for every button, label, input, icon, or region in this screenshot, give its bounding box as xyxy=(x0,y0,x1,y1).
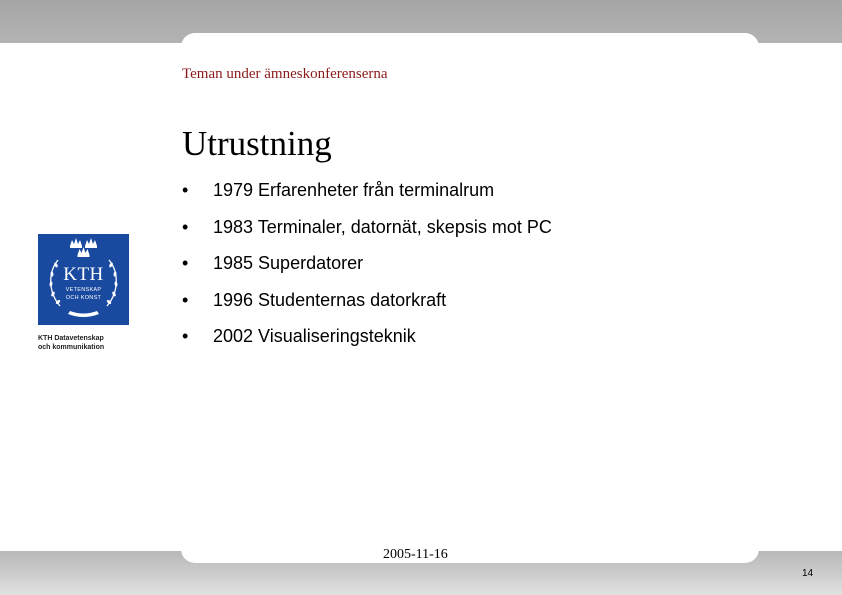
page-number: 14 xyxy=(802,568,814,579)
bullet-text: 1985 Superdatorer xyxy=(213,253,364,273)
bullet-text: 2002 Visualiseringsteknik xyxy=(213,326,416,346)
slide-title: Utrustning xyxy=(182,124,332,163)
bullet-symbol: • xyxy=(182,326,189,346)
logo-caption xyxy=(38,334,158,352)
bullet-text: 1979 Erfarenheter från terminalrum xyxy=(213,180,495,200)
bullet-text: 1996 Studenternas datorkraft xyxy=(213,289,447,310)
bullet-symbol: • xyxy=(182,289,189,310)
logo-line2: OCH KONST xyxy=(65,295,102,301)
logo-caption-line1: KTH Datavetenskap xyxy=(38,335,104,342)
bullet-text: 1983 Terminaler, datornät, skepsis mot PC xyxy=(213,216,552,237)
footer-date: 2005-11-16 xyxy=(383,547,448,562)
slide-subtitle: Teman under ämneskonferenserna xyxy=(182,66,388,82)
logo-name: KTH xyxy=(63,264,104,285)
logo-caption-line2: och kommunikation xyxy=(38,344,105,351)
kth-logo xyxy=(38,234,129,325)
logo-line1: VETENSKAP xyxy=(65,287,102,293)
bullet-symbol: • xyxy=(182,216,189,237)
bullet-symbol: • xyxy=(182,253,189,273)
bullet-symbol: • xyxy=(182,180,189,200)
